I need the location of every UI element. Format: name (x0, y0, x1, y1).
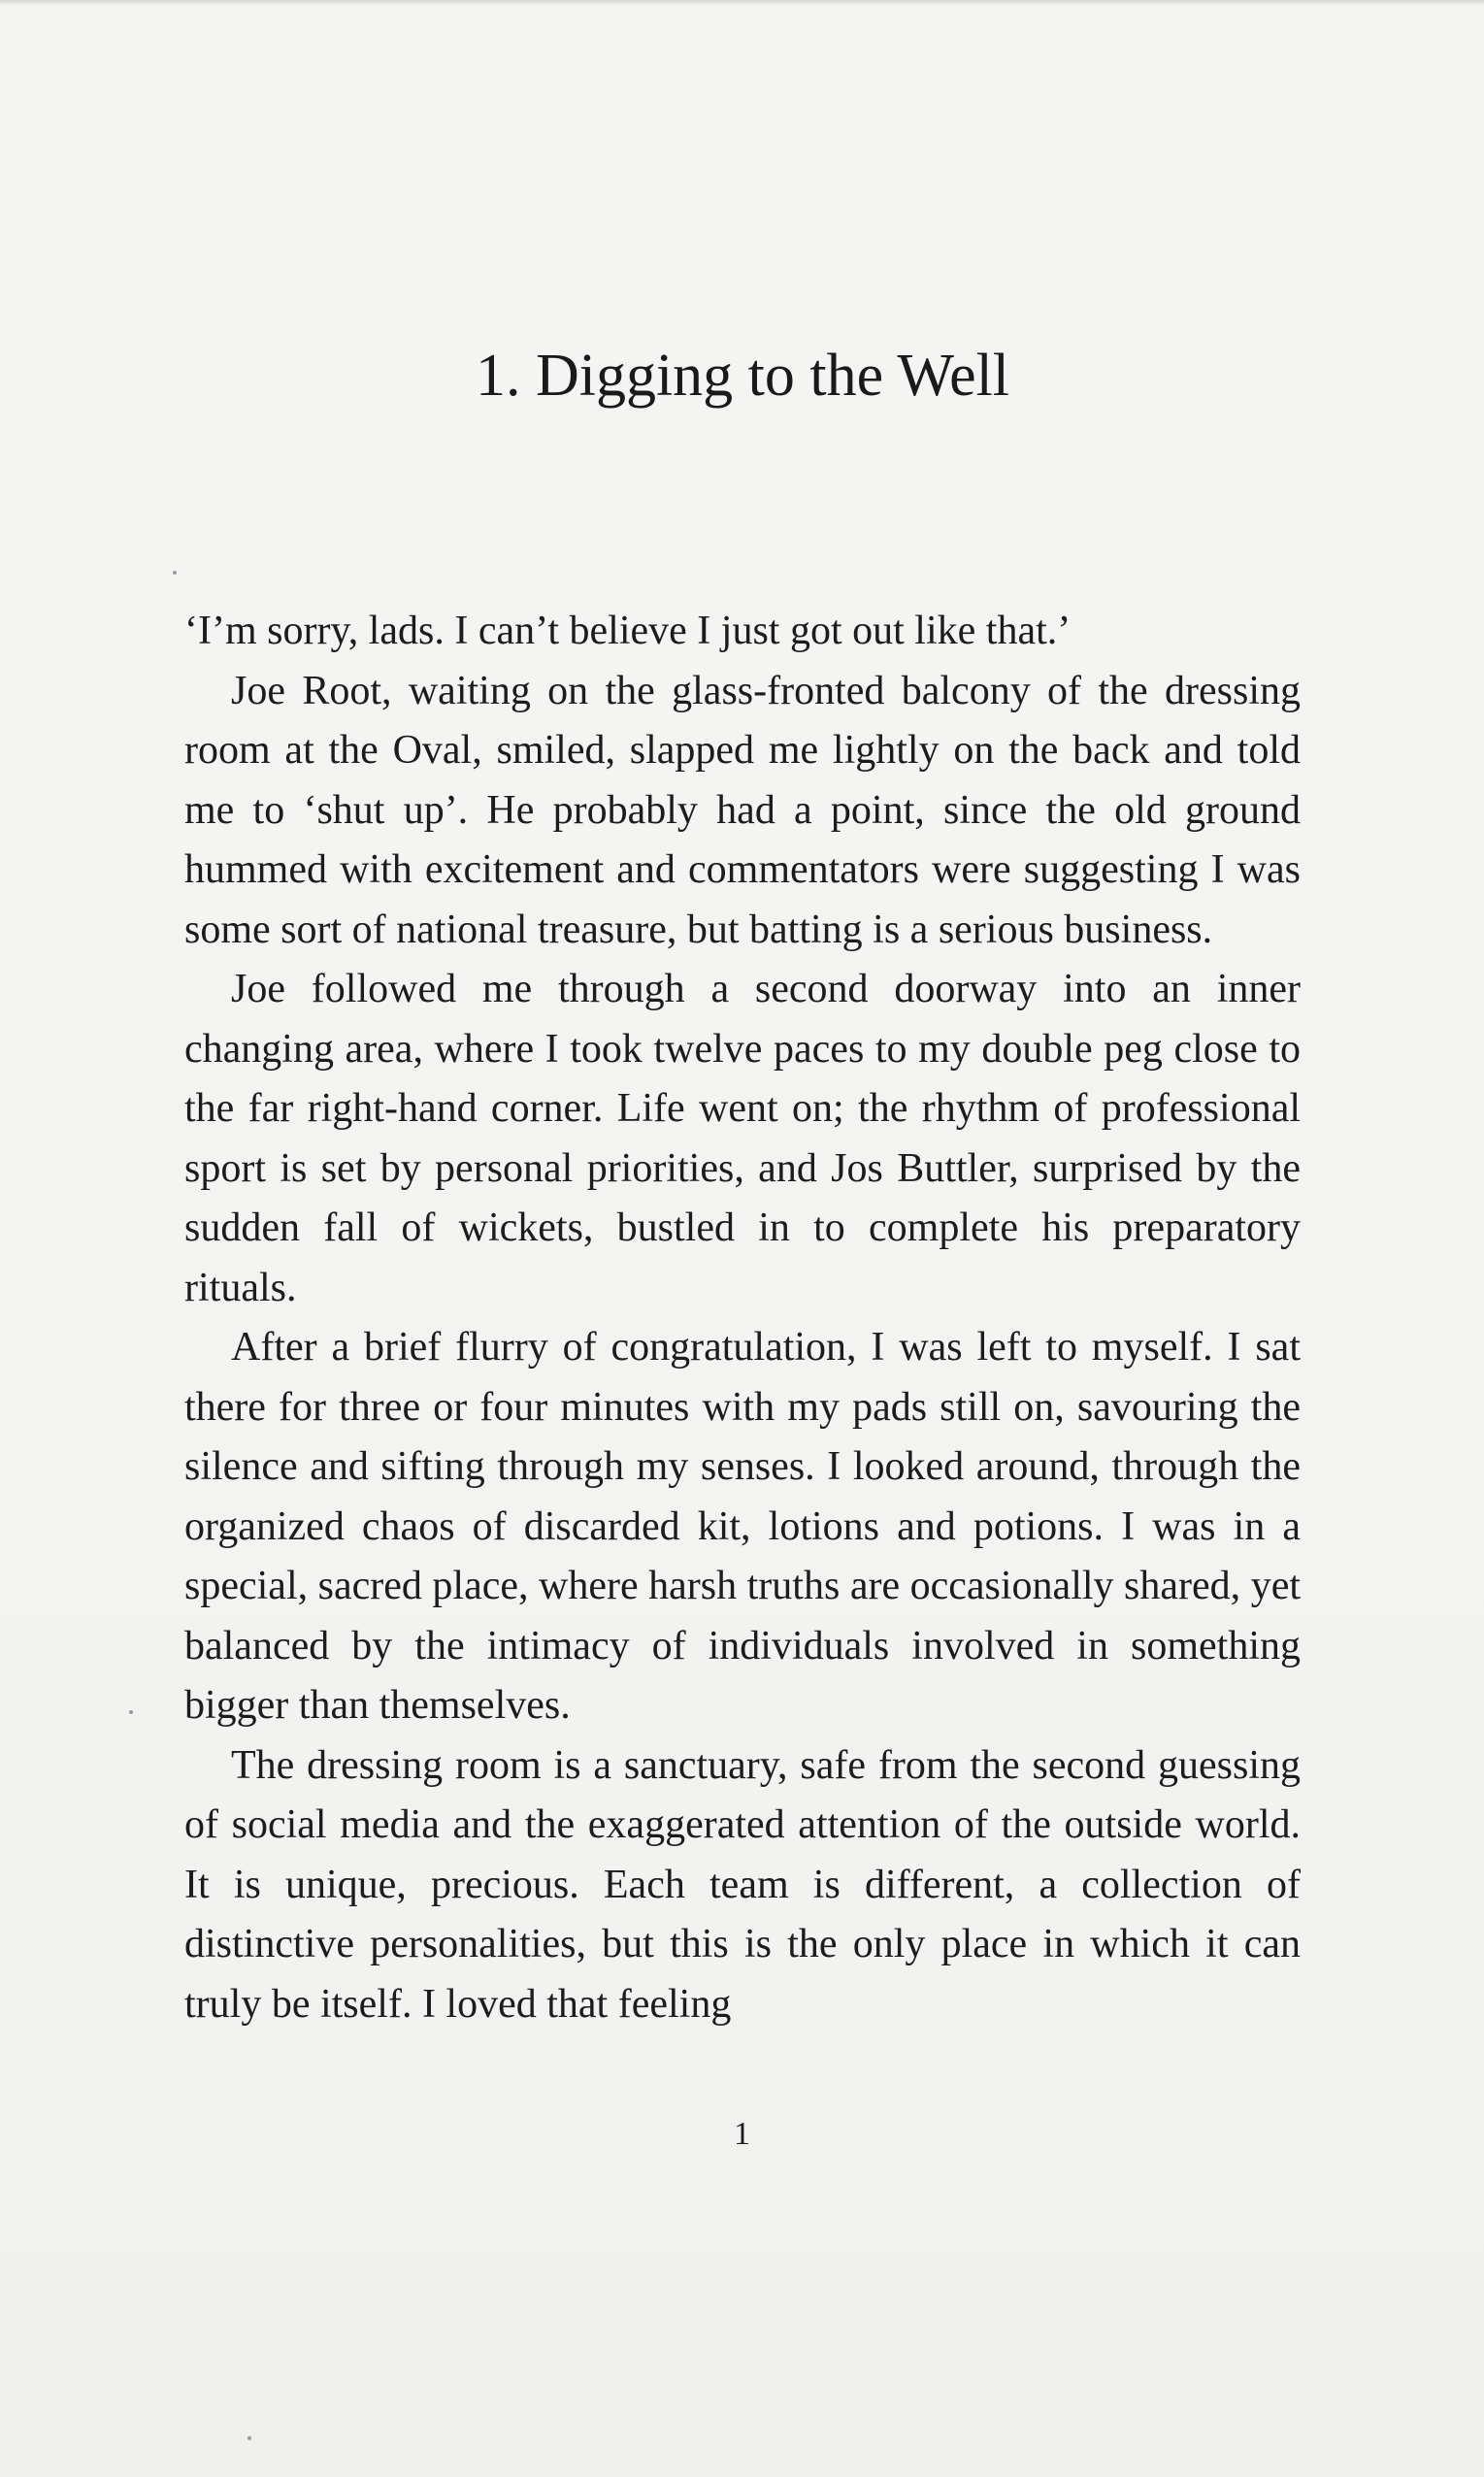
chapter-body (184, 602, 1301, 2034)
paragraph-3: Joe followed me through a second doorway into an inner changing area, where I took twelve paces to my double peg close to the far right-hand corner. Life went on; the rhythm of professional sport is set by personal priorities, and Jos Buttler, surprised by the sudden fall of wickets, bustled in to complete his preparatory rituals. (184, 967, 1301, 1310)
page-number: 1 (734, 2116, 750, 2152)
paragraph-1: ‘I’m sorry, lads. I can’t believe I just got out like that.’ (184, 609, 1072, 653)
paragraph-5: The dressing room is a sanctuary, safe from the second guessing of social media and the exaggerated attention of the outside world. It is unique, precious. Each team is different, a collection of distinctive personalities, but this is the only place in which it can truly be itself. I loved that feeling (184, 1742, 1301, 2027)
page-top-edge (0, 0, 1484, 6)
paragraph-4: After a brief flurry of congratulation, I was left to myself. I sat there for three or four minutes with my pads still on, savouring the silence and sifting through my senses. I looked around, through the organized chaos of discarded kit, lotions and potions. I was in a special, sacred place, where harsh truths are occasionally shared, yet balanced by the intimacy of individuals involved in something bigger than themselves. (184, 1325, 1301, 1728)
paper-speck (247, 2436, 251, 2440)
paragraph-2: Joe Root, waiting on the glass-fronted balcony of the dressing room at the Oval, smiled, slapped me lightly on the back and told me to ‘shut up’. He probably had a point, since the old ground hummed with excitement and commentators were suggesting I was some sort of national treasure, but batting is a serious business. (184, 668, 1301, 952)
paper-speck (173, 571, 177, 575)
paper-speck (129, 1710, 133, 1714)
chapter-title: 1. Digging to the Well (475, 343, 1010, 409)
